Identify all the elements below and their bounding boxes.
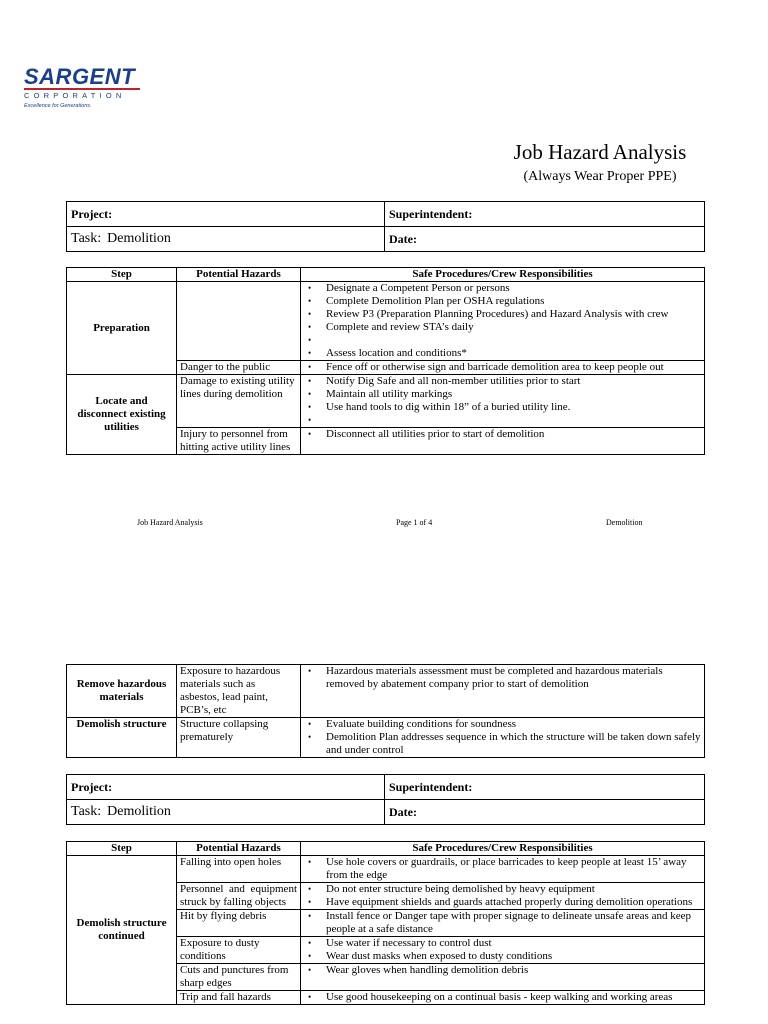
hazard-cell: Danger to the public bbox=[177, 361, 301, 375]
superintendent-label: Superintendent: bbox=[385, 775, 705, 800]
step-remove-hazardous: Remove hazardous materials bbox=[67, 665, 177, 718]
procedure-item: • Maintain all utility markings bbox=[326, 388, 701, 401]
logo-corporation: CORPORATION bbox=[24, 88, 140, 100]
hazard-cell: Exposure to dusty conditions bbox=[177, 937, 301, 964]
company-logo bbox=[24, 66, 164, 109]
task-cell bbox=[67, 227, 385, 252]
procedures-cell bbox=[301, 428, 705, 455]
hazard-cell: Damage to existing utility lines during demolition bbox=[177, 375, 301, 428]
procedure-item: • Designate a Competent Person or persons bbox=[326, 282, 701, 295]
task-value: Demolition bbox=[107, 231, 171, 246]
procedure-item: • Disconnect all utilities prior to start of demolition bbox=[326, 428, 701, 441]
project-info-table-2 bbox=[66, 774, 705, 825]
procedure-item: • Complete Demolition Plan per OSHA regulations bbox=[326, 295, 701, 308]
hazard-cell: Trip and fall hazards bbox=[177, 991, 301, 1005]
procedure-item: • Complete and review STA’s daily bbox=[326, 321, 701, 334]
task-label: Task: bbox=[71, 804, 102, 819]
hazard-cell: Injury to personnel from hitting active utility lines bbox=[177, 428, 301, 455]
header-hazards: Potential Hazards bbox=[177, 842, 301, 856]
procedure-item: • Use water if necessary to control dust bbox=[326, 937, 701, 950]
procedures-cell bbox=[301, 937, 705, 964]
hazard-table-1 bbox=[66, 267, 705, 455]
procedure-item: • Wear dust masks when exposed to dusty conditions bbox=[326, 950, 701, 963]
procedures-cell bbox=[301, 856, 705, 883]
header-procedures: Safe Procedures/Crew Responsibilities bbox=[301, 842, 705, 856]
logo-name: SARGENT bbox=[24, 64, 136, 89]
procedure-item: • Install fence or Danger tape with proper signage to delineate unsafe areas and keep people at a safe distance bbox=[326, 910, 701, 936]
hazard-table-3 bbox=[66, 841, 705, 1005]
hazard-table-2 bbox=[66, 664, 705, 758]
procedures-cell bbox=[301, 964, 705, 991]
procedures-cell bbox=[301, 375, 705, 428]
step-demolish: Demolish structure bbox=[67, 718, 177, 758]
procedures-cell bbox=[301, 910, 705, 937]
hazard-cell: Personnel and equipment struck by falling objects bbox=[177, 883, 301, 910]
procedure-item: • Have equipment shields and guards attached properly during demolition operations bbox=[326, 896, 701, 909]
procedures-cell bbox=[301, 282, 705, 361]
task-label: Task: bbox=[71, 231, 102, 246]
procedures-cell bbox=[301, 883, 705, 910]
header-step: Step bbox=[67, 268, 177, 282]
procedures-cell bbox=[301, 718, 705, 758]
hazard-cell: Hit by flying debris bbox=[177, 910, 301, 937]
footer-left: Job Hazard Analysis bbox=[137, 518, 203, 527]
superintendent-label: Superintendent: bbox=[385, 202, 705, 227]
date-label: Date: bbox=[385, 800, 705, 825]
document-title: Job Hazard Analysis bbox=[513, 140, 687, 164]
procedure-item: • Evaluate building conditions for soundness bbox=[326, 718, 701, 731]
step-utilities: Locate and disconnect existing utilities bbox=[67, 375, 177, 455]
task-value: Demolition bbox=[107, 804, 171, 819]
procedures-cell bbox=[301, 991, 705, 1005]
header-procedures: Safe Procedures/Crew Responsibilities bbox=[301, 268, 705, 282]
procedure-item: • Fence off or otherwise sign and barricade demolition area to keep people out bbox=[326, 361, 701, 374]
header-hazards: Potential Hazards bbox=[177, 268, 301, 282]
procedure-item: • Demolition Plan addresses sequence in which the structure will be taken down safely and under control bbox=[326, 731, 701, 757]
hazard-cell: Falling into open holes bbox=[177, 856, 301, 883]
procedure-item: • Use hole covers or guardrails, or place barricades to keep people at least 15’ away from the edge bbox=[326, 856, 701, 882]
procedures-cell bbox=[301, 361, 705, 375]
procedure-item: • Wear gloves when handling demolition debris bbox=[326, 964, 701, 977]
step-demolish-continued: Demolish structure continued bbox=[67, 856, 177, 1005]
hazard-cell: Cuts and punctures from sharp edges bbox=[177, 964, 301, 991]
document-subtitle: (Always Wear Proper PPE) bbox=[523, 169, 677, 184]
procedure-item: • Review P3 (Preparation Planning Procedures) and Hazard Analysis with crew bbox=[326, 308, 701, 321]
project-info-table bbox=[66, 201, 705, 252]
date-label: Date: bbox=[385, 227, 705, 252]
hazard-cell: Exposure to hazardous materials such as asbestos, lead paint, PCB’s, etc bbox=[177, 665, 301, 718]
procedures-cell bbox=[301, 665, 705, 718]
project-label: Project: bbox=[67, 202, 385, 227]
procedure-item: • Hazardous materials assessment must be completed and hazardous materials removed by abatement company prior to start of demolition bbox=[326, 665, 701, 691]
procedure-item: • Notify Dig Safe and all non-member utilities prior to start bbox=[326, 375, 701, 388]
logo-tagline: Excellence for Generations. bbox=[24, 103, 92, 109]
procedure-item: • Assess location and conditions* bbox=[326, 347, 701, 360]
procedure-item: • Do not enter structure being demolished by heavy equipment bbox=[326, 883, 701, 896]
hazard-cell: Structure collapsing prematurely bbox=[177, 718, 301, 758]
task-cell bbox=[67, 800, 385, 825]
hazard-cell bbox=[177, 282, 301, 361]
procedure-item bbox=[326, 334, 701, 347]
footer-right: Demolition bbox=[606, 518, 643, 527]
procedure-item: • Use good housekeeping on a continual basis - keep walking and working areas bbox=[326, 991, 701, 1004]
project-label: Project: bbox=[67, 775, 385, 800]
procedure-item bbox=[326, 414, 701, 427]
footer-page: Page 1 of 4 bbox=[396, 518, 433, 527]
step-preparation: Preparation bbox=[67, 282, 177, 375]
procedure-item: • Use hand tools to dig within 18” of a buried utility line. bbox=[326, 401, 701, 414]
header-step: Step bbox=[67, 842, 177, 856]
